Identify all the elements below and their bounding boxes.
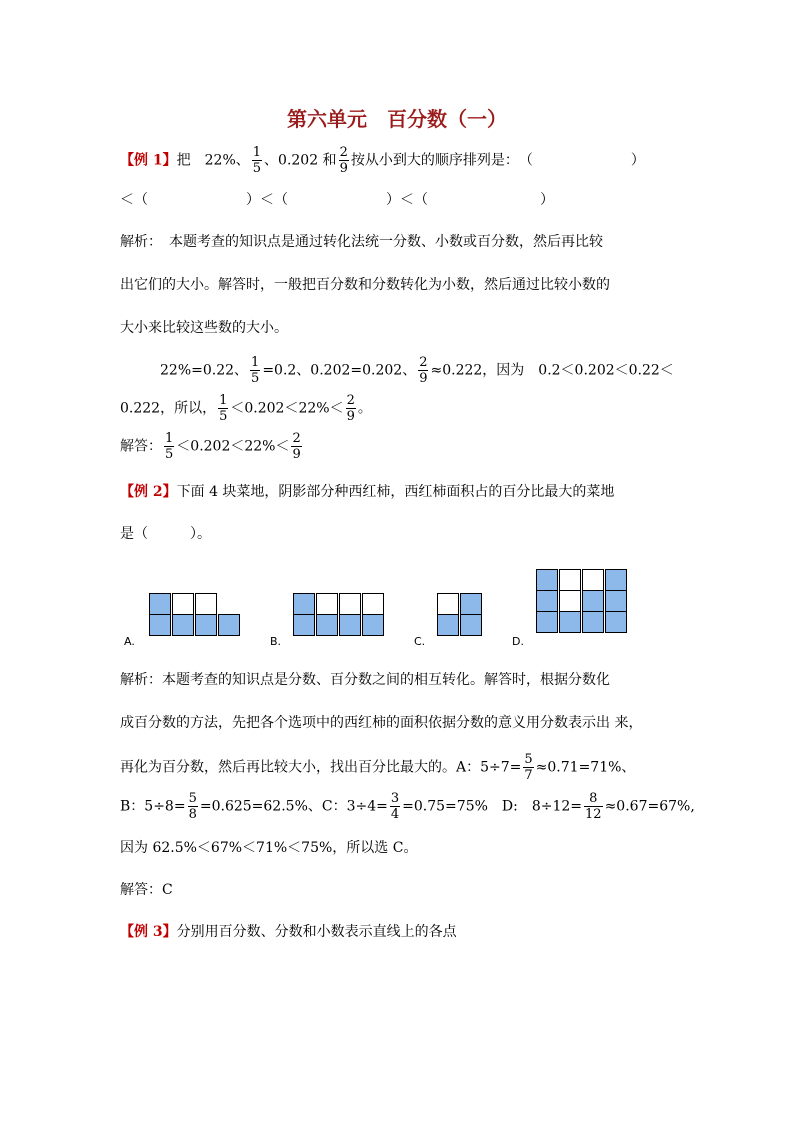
garden-figure-c xyxy=(438,594,484,636)
page-title: 第六单元 百分数（一） xyxy=(287,107,507,131)
analysis-line: 再化为百分数，然后再比较大小，找出百分比最大的。A：5÷7= $\frac{5}{7}$ ≈0.71=71%、 xyxy=(120,752,636,783)
option-a-label: A. xyxy=(124,635,135,648)
answer-blanks: ＜（ ）＜（ ）＜（ ） xyxy=(120,192,554,208)
analysis-line: 解析： 本题考查的知识点是通过转化法统一分数、小数或百分数，然后再比较 xyxy=(120,234,603,250)
fraction-eight-twelfths: $\frac{8}{12}$ xyxy=(585,791,602,822)
fraction-two-ninths: $\frac{2}{9}$ xyxy=(292,431,301,462)
fraction-one-fifth: $\frac{1}{5}$ xyxy=(252,145,262,176)
option-d-label: D. xyxy=(512,635,524,648)
calculation-line: 22%=0.22、 $\frac{1}{5}$ =0.2、0.202=0.202、 $\frac{2}{9}$ ≈0.222，因为 0.2＜0.202＜0.22＜ xyxy=(160,355,674,386)
garden-figure-a xyxy=(150,594,242,636)
question-text: 按从小到大的顺序排列是： （ ） xyxy=(350,152,645,169)
question-text: 把 22%、 xyxy=(176,152,250,169)
fraction-two-ninths: $\frac{2}{9}$ xyxy=(339,145,348,176)
analysis-line: 大小来比较这些数的大小。 xyxy=(120,320,288,336)
fraction-one-fifth: $\frac{1}{5}$ xyxy=(165,431,174,462)
example-2-tag: 【例 2】 xyxy=(120,484,177,500)
analysis-line: 解析：本题考查的知识点是分数、百分数之间的相互转化。解答时，根据分数化 xyxy=(120,672,610,688)
fraction-two-ninths: $\frac{2}{9}$ xyxy=(346,393,355,424)
example-1-answer: 解答： $\frac{1}{5}$ ＜0.202＜22%＜ $\frac{2}{9}$ xyxy=(120,431,301,462)
example-2-question: 【例 2】下面 4 块菜地，阴影部分种西红柿，西红柿面积占的百分比最大的菜地 xyxy=(120,484,615,500)
garden-figure-d xyxy=(537,570,629,633)
example-2-question-cont: 是（ ）。 xyxy=(120,526,211,542)
example-1-question xyxy=(120,146,645,175)
example-3-tag: 【例 3】 xyxy=(120,924,177,940)
fraction-two-ninths: $\frac{2}{9}$ xyxy=(419,355,428,386)
question-text: 、0.202 和 xyxy=(264,152,337,169)
example-1-tag: 【例 1】 xyxy=(120,152,177,169)
calculation-line: B：5÷8= $\frac{5}{8}$ =0.625=62.5%、C：3÷4= $\frac{3}{4}$ =0.75=75% D: 8÷12= $\frac{8}{12}$ ≈0.67=67%, xyxy=(120,791,695,822)
analysis-line: 出它们的大小。解答时，一般把百分数和分数转化为小数，然后通过比较小数的 xyxy=(120,277,610,293)
fraction-five-sevenths: $\frac{5}{7}$ xyxy=(524,752,533,783)
calculation-line: 0.222，所以， $\frac{1}{5}$ ＜0.202＜22%＜ $\frac{2}{9}$ 。 xyxy=(120,393,372,424)
analysis-line: 成百分数的方法，先把各个选项中的西红柿的面积依据分数的意义用分数表示出 来， xyxy=(120,715,643,731)
option-b-label: B. xyxy=(270,635,282,648)
fraction-one-fifth: $\frac{1}{5}$ xyxy=(219,393,228,424)
option-c-label: C. xyxy=(414,635,426,648)
fraction-five-eighths: $\frac{5}{8}$ xyxy=(188,791,197,822)
fraction-one-fifth: $\frac{1}{5}$ xyxy=(251,355,260,386)
fraction-three-quarters: $\frac{3}{4}$ xyxy=(390,791,400,822)
example-2-answer: 解答：C xyxy=(120,882,173,898)
garden-figure-b xyxy=(294,594,386,636)
conclusion-line: 因为 62.5%＜67%＜71%＜75%，所以选 C。 xyxy=(120,840,418,856)
example-3-question: 【例 3】分别用百分数、分数和小数表示直线上的各点 xyxy=(120,924,457,940)
